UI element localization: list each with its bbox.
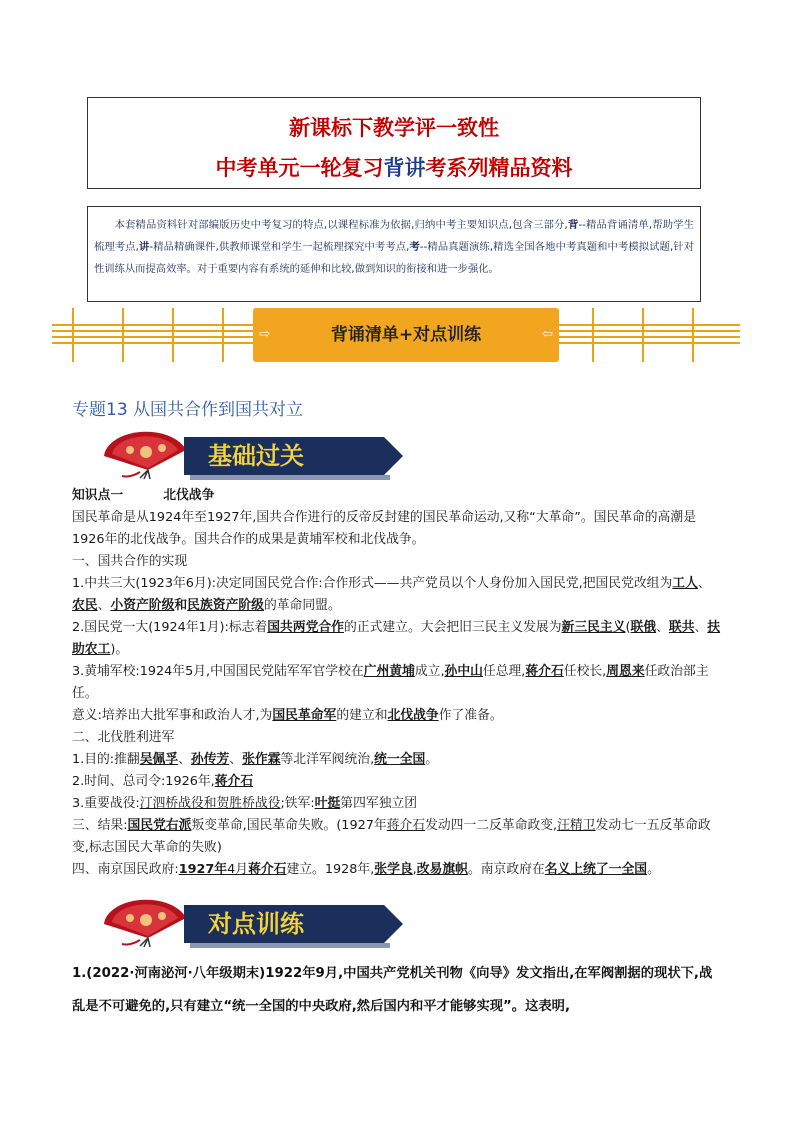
intro-key-3: 考 <box>409 241 420 253</box>
title-line2 <box>88 152 700 182</box>
knowledge-point-heading <box>72 485 722 507</box>
item-purpose: 1.目的:推翻吴佩孚、孙传芳、张作霖等北洋军阀统治,统一全国。 <box>72 752 439 767</box>
intro-key-1: 背 <box>567 219 579 231</box>
section-header-practice <box>100 896 390 948</box>
knowledge-content <box>72 485 722 881</box>
item-time: 2.时间、总司令:1926年,蒋介石 <box>72 774 254 789</box>
paragraph-intro: 国民革命是从1924年至1927年,国共合作进行的反帝反封建的国民革命运动,又称“大革命”。国民革命的高潮是1926年的北伐战争。国共合作的成果是黄埔军校和北伐战争。 <box>72 510 696 547</box>
kp-label: 知识点一 <box>72 488 124 503</box>
band-label: 背诵清单+对点训练 <box>330 325 482 345</box>
band-banner <box>253 308 559 362</box>
title-line2-part-d: 系列精品资料 <box>446 155 573 180</box>
section-header-basics <box>100 428 390 480</box>
fan-icon <box>100 896 190 948</box>
intro-key-2: 讲 <box>138 241 150 253</box>
item-third-congress: 1.中共三大(1923年6月):决定同国民党合作:合作形式——共产党员以个人身份加入国民党,把国民党改组为工人、农民、小资产阶级和民族资产阶级的革命同盟。 <box>72 576 711 613</box>
title-box <box>87 97 701 189</box>
heading-northern-expedition: 二、北伐胜利进军 <box>72 730 175 745</box>
kp-title: 北伐战争 <box>163 488 215 503</box>
section-band <box>52 308 740 362</box>
title-line1: 新课标下教学评一致性 <box>289 115 499 140</box>
intro-box <box>87 206 701 302</box>
title-line2-part-a: 中考单元一轮复习 <box>215 155 384 180</box>
item-battles: 3.重要战役:汀泗桥战役和贺胜桥战役;铁军:叶挺第四军独立团 <box>72 796 418 811</box>
left-arrow-icon: ⇦ <box>542 327 553 342</box>
fan-icon <box>100 428 190 480</box>
intro-text-3: -精品精确课件,供教师课堂和学生一起梳理探究中考考点, <box>149 241 410 253</box>
item-whampoa: 3.黄埔军校:1924年5月,中国国民党陆军军官学校在广州黄埔成立,孙中山任总理,蒋介石任校长,周恩来任政治部主任。 <box>72 664 709 701</box>
intro-text-4: --精品真题演练,精选全国各地中考真题和中考模拟试题,针对性训练从而提高效率。对于重要内容有系统的延伸和比较,做到知识的衔接和进一步强化。 <box>94 241 695 275</box>
topic-title: 专题13 从国共合作到国共对立 <box>72 400 304 420</box>
intro-text-1: 本套精品资料针对部编版历史中考复习的特点,以课程标准为依据,归纳中考主要知识点,包含三部分, <box>114 219 568 231</box>
item-nanjing-government: 四、南京国民政府:1927年4月蒋介石建立。1928年,张学良,改易旗帜。南京政府在名义上统了一全国。 <box>72 862 660 877</box>
heading-cooperation: 一、国共合作的实现 <box>72 554 188 569</box>
section-label-practice: 对点训练 <box>208 909 304 938</box>
intro-text-2: --精品背诵清单,帮助学生梳理考点, <box>94 219 694 253</box>
section-banner-basics <box>184 437 384 475</box>
section-banner-practice <box>184 905 384 943</box>
section-label-basics: 基础过关 <box>208 441 304 470</box>
item-significance: 意义:培养出大批军事和政治人才,为国民革命军的建立和北伐战争作了准备。 <box>72 708 503 723</box>
title-line2-part-b: 背讲 <box>383 155 426 180</box>
title-line2-part-c: 考 <box>425 155 447 180</box>
item-result: 三、结果:国民党右派叛变革命,国民革命失败。(1927年蒋介石发动四一二反革命政变,汪精卫发动七一五反革命政变,标志国民大革命的失败) <box>72 818 711 855</box>
right-arrow-icon: ⇨ <box>259 327 270 342</box>
item-first-congress: 2.国民党一大(1924年1月):标志着国共两党合作的正式建立。大会把旧三民主义发展为新三民主义(联俄、联共、扶助农工)。 <box>72 620 721 657</box>
question-1: 1.(2022·河南泌河·八年级期末)1922年9月,中国共产党机关刊物《向导》发文指出,在军阀割据的现状下,战乱是不可避免的,只有建立“统一全国的中央政府,然后国内和平才能够实现”。这表明, <box>72 966 713 1014</box>
